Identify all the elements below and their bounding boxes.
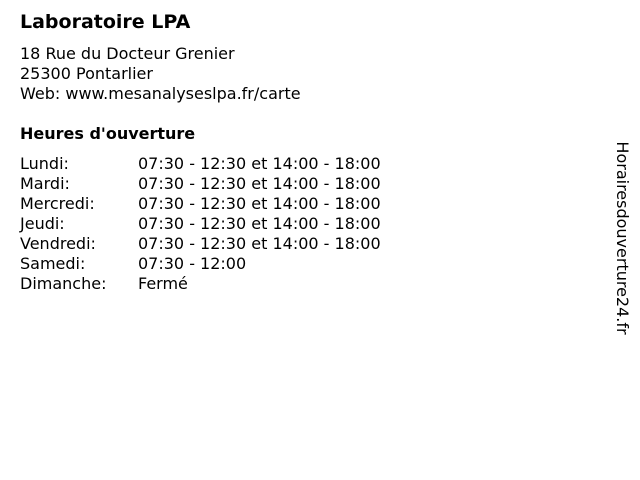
day-label: Mercredi:: [20, 194, 95, 213]
address-city: 25300 Pontarlier: [20, 64, 153, 83]
day-label: Lundi:: [20, 154, 69, 173]
day-label: Dimanche:: [20, 274, 107, 293]
time-value: Fermé: [138, 274, 188, 293]
time-value: 07:30 - 12:30 et 14:00 - 18:00: [138, 194, 381, 213]
website-link[interactable]: Web: www.mesanalyseslpa.fr/carte: [20, 84, 301, 103]
time-value: 07:30 - 12:30 et 14:00 - 18:00: [138, 154, 381, 173]
hours-heading: Heures d'ouverture: [20, 124, 196, 143]
day-label: Jeudi:: [20, 214, 65, 233]
day-label: Vendredi:: [20, 234, 96, 253]
day-label: Samedi:: [20, 254, 86, 273]
page-title: Laboratoire LPA: [20, 11, 191, 33]
site-watermark: Horairesdouverture24.fr: [613, 141, 632, 335]
address-block: [20, 44, 301, 104]
address-street: 18 Rue du Docteur Grenier: [20, 44, 235, 63]
day-label: Mardi:: [20, 174, 70, 193]
time-value: 07:30 - 12:30 et 14:00 - 18:00: [138, 234, 381, 253]
time-value: 07:30 - 12:30 et 14:00 - 18:00: [138, 174, 381, 193]
time-value: 07:30 - 12:00: [138, 254, 247, 273]
time-value: 07:30 - 12:30 et 14:00 - 18:00: [138, 214, 381, 233]
